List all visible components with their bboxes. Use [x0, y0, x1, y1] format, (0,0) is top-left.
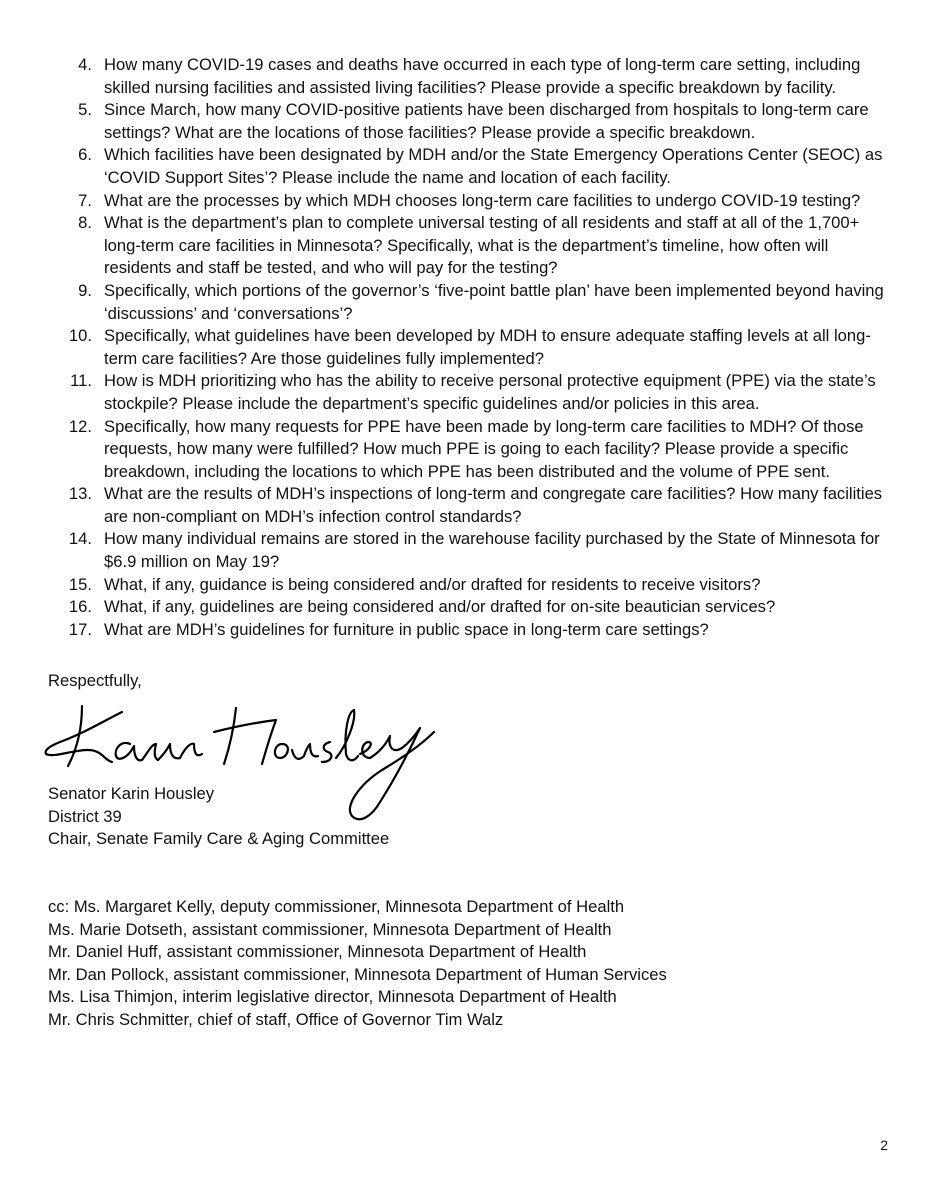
- page-number: 2: [880, 1137, 888, 1153]
- question-number: 14.: [68, 529, 92, 549]
- question-item: [48, 596, 898, 619]
- question-item: [48, 574, 898, 597]
- question-item: [48, 99, 898, 144]
- question-text: Specifically, how many requests for PPE have been made by long-term care facilities to MDH? Of those requests, how many were fulfilled? How much PPE is going to each facility? Please provide a specific breakdown, including the locations to which PPE has been distributed and the volume of PPE sent.: [104, 416, 864, 481]
- question-number: 5.: [78, 100, 92, 120]
- question-number: 13.: [68, 484, 92, 504]
- question-list: [48, 54, 898, 641]
- question-item: [48, 280, 898, 325]
- cc-recipient: Ms. Marie Dotseth, assistant commissioner, Minnesota Department of Health: [48, 919, 612, 939]
- question-item: [48, 483, 898, 528]
- question-number: 16.: [68, 597, 92, 617]
- cc-recipient: Mr. Dan Pollock, assistant commissioner, Minnesota Department of Human Services: [48, 964, 667, 984]
- signer-name: Senator Karin Housley: [48, 784, 215, 803]
- question-number: 7.: [78, 190, 92, 210]
- question-item: [48, 528, 898, 573]
- signer-district: District 39: [48, 806, 122, 826]
- question-text: What are the processes by which MDH chooses long-term care facilities to undergo COVID-19 testing?: [104, 190, 861, 210]
- cc-recipient: Mr. Chris Schmitter, chief of staff, Office of Governor Tim Walz: [48, 1009, 504, 1029]
- question-text: What are MDH’s guidelines for furniture in public space in long-term care settings?: [104, 619, 709, 639]
- question-item: [48, 144, 898, 189]
- signer-block: [48, 783, 389, 851]
- cc-list: [48, 896, 667, 1032]
- question-number: 9.: [78, 280, 92, 300]
- question-number: 15.: [68, 574, 92, 594]
- question-item: [48, 190, 898, 213]
- question-number: 11.: [70, 371, 92, 391]
- question-number: 10.: [68, 326, 92, 346]
- question-number: 4.: [78, 55, 92, 74]
- question-text: Which facilities have been designated by MDH and/or the State Emergency Operations Center (SEOC) as ‘COVID Support Sites’? Please include the name and location of each facility.: [104, 145, 883, 187]
- question-text: Since March, how many COVID-positive patients have been discharged from hospitals to long-term care settings? What are the locations of those facilities? Please provide a specific breakdown.: [104, 100, 869, 142]
- question-text: What is the department’s plan to complete universal testing of all residents and staff at all of the 1,700+ long-term care facilities in Minnesota? Specifically, what is the department’s timeline, how often will residents and staff be tested, and who will pay for the testing?: [104, 213, 860, 278]
- question-text: How is MDH prioritizing who has the ability to receive personal protective equipment (PPE) via the state’s stockpile? Please include the department’s specific guidelines and/or policies in this area.: [104, 371, 876, 413]
- question-text: What, if any, guidance is being considered and/or drafted for residents to receive visitors?: [104, 574, 761, 594]
- question-text: What, if any, guidelines are being considered and/or drafted for on-site beautician services?: [104, 597, 776, 617]
- question-item: [48, 619, 898, 642]
- question-text: What are the results of MDH’s inspections of long-term and congregate care facilities? How many facilities are non-compliant on MDH’s infection control standards?: [104, 484, 883, 526]
- cc-recipient: Mr. Daniel Huff, assistant commissioner, Minnesota Department of Health: [48, 942, 587, 962]
- question-text: How many COVID-19 cases and deaths have occurred in each type of long-term care setting, including skilled nursing facilities and assisted living facilities? Please provide a specific breakdown by facility.: [104, 55, 861, 97]
- cc-recipient: cc: Ms. Margaret Kelly, deputy commissioner, Minnesota Department of Health: [48, 897, 625, 916]
- cc-recipient: Ms. Lisa Thimjon, interim legislative director, Minnesota Department of Health: [48, 987, 617, 1007]
- question-text: Specifically, what guidelines have been developed by MDH to ensure adequate staffing levels at all long-term care facilities? Are those guidelines fully implemented?: [104, 326, 871, 368]
- question-item: [48, 416, 898, 484]
- question-number: 12.: [68, 416, 92, 436]
- signer-title: Chair, Senate Family Care & Aging Committee: [48, 829, 390, 849]
- question-item: [48, 212, 898, 280]
- question-text: Specifically, which portions of the governor’s ‘five-point battle plan’ have been implemented beyond having ‘discussions’ and ‘conversations’?: [104, 280, 884, 323]
- question-item: [48, 54, 898, 99]
- question-number: 8.: [78, 213, 92, 233]
- question-number: 17.: [68, 619, 92, 639]
- closing-salutation: Respectfully,: [48, 671, 142, 690]
- question-item: [48, 370, 898, 415]
- question-text: How many individual remains are stored in the warehouse facility purchased by the State of Minnesota for $6.9 million on May 19?: [104, 529, 880, 572]
- question-number: 6.: [78, 145, 92, 165]
- question-item: [48, 325, 898, 370]
